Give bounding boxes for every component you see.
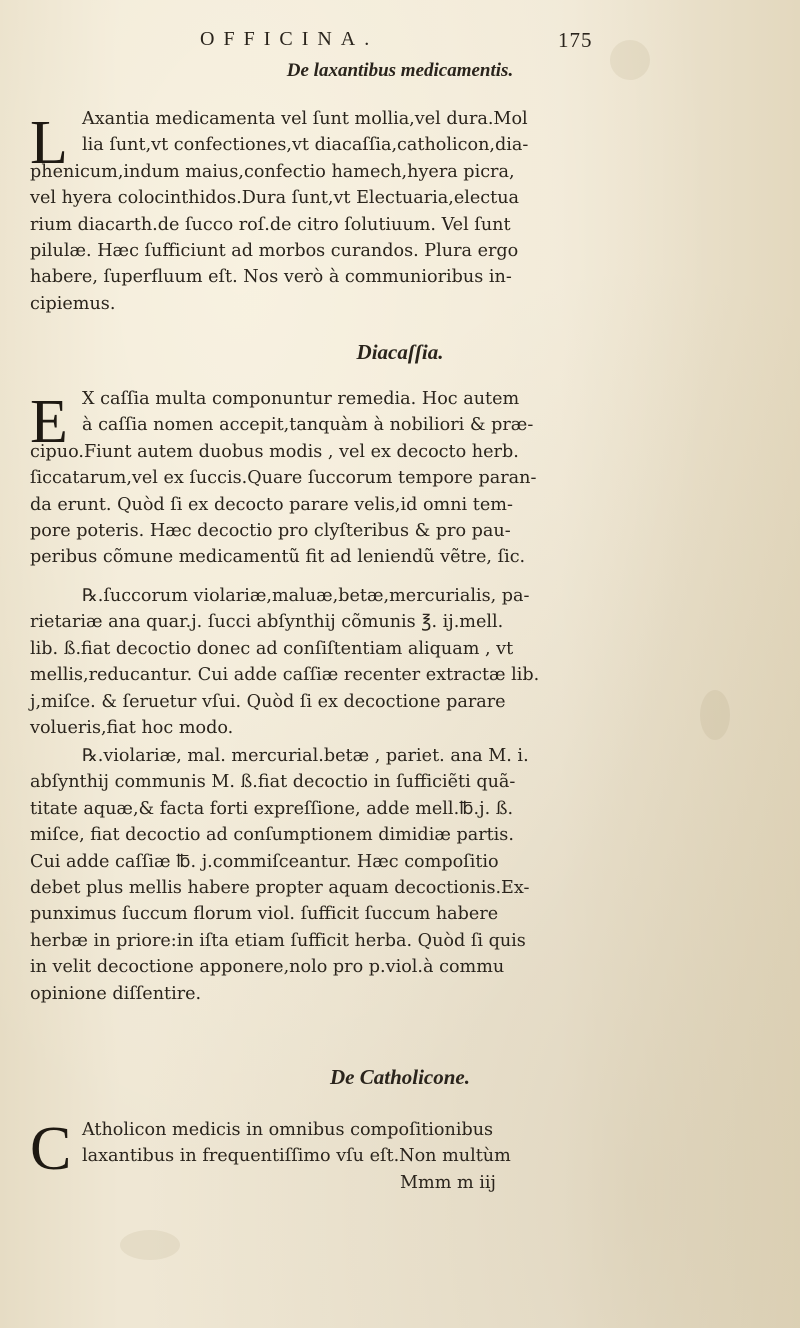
- text-line: habere, ſuperfluum eſt. Nos verò à communioribus in-: [30, 267, 512, 288]
- text-line: debet plus mellis habere propter aquam decoctionis.Ex-: [30, 877, 530, 898]
- text-line: mellis,reducantur. Cui adde caſſiæ recenter extractæ lib.: [30, 665, 540, 686]
- text-line: Cui adde caſſiæ ℔. j.commiſceantur. Hæc compoſitio: [30, 851, 499, 872]
- chapter-subtitle: De laxantibus medicamentis.: [286, 60, 514, 81]
- text-line: rietariæ ana quar.j. ſucci abſynthij cõmunis ℥. ij.mell.: [30, 612, 504, 633]
- signature-mark: Mmm m iij: [400, 1173, 496, 1193]
- paragraph-laxantia: [30, 106, 630, 317]
- text-line: lib. ß.fiat decoctio donec ad conſiſtentiam aliquam , vt: [30, 638, 514, 659]
- text-line: laxantibus in frequentiſſimo vſu eſt.Non multùm: [82, 1146, 511, 1167]
- text-line: rium diacarth.de ſucco roſ.de citro ſolutiuum. Vel ſunt: [30, 214, 511, 235]
- text-line: pilulæ. Hæc ſufficiunt ad morbos curandos. Plura ergo: [30, 240, 519, 261]
- text-line: Axantia medicamenta vel ſunt mollia,vel dura.Mol: [82, 109, 528, 129]
- text-line: volueris,fiat hoc modo.: [30, 717, 234, 738]
- text-line: punximus ſuccum florum viol. ſufficit ſuccum habere: [30, 904, 499, 925]
- text-line: ſiccatarum,vel ex ſuccis.Quare ſuccorum tempore paran-: [30, 468, 537, 489]
- text-line: vel hyera colocinthidos.Dura ſunt,vt Electuaria,electua: [30, 188, 520, 209]
- text-line: in velit decoctione apponere,nolo pro p.viol.à commu: [30, 957, 505, 978]
- section-heading-catholicon: De Catholicone.: [330, 1065, 470, 1089]
- text-line: opinione diſſentire.: [30, 983, 202, 1004]
- text-line: phenicum,indum maius,confectio hamech,hyera picra,: [30, 161, 515, 182]
- paragraph-recipe-violariae: [30, 743, 630, 1007]
- text-line: ℞.violariæ, mal. mercurial.betæ , pariet. ana M. i.: [82, 746, 529, 766]
- text-line: X caſſia multa componuntur remedia. Hoc autem: [82, 389, 520, 409]
- text-line: peribus cõmune medicamentũ fit ad leniendũ vẽtre, ſic.: [30, 547, 526, 568]
- text-line: cipuo.Fiunt autem duobus modis , vel ex decocto herb.: [30, 441, 519, 462]
- paper-stain: [700, 690, 730, 740]
- text-line: Atholicon medicis in omnibus compoſitionibus: [82, 1120, 494, 1140]
- text-line: miſce, fiat decoctio ad conſumptionem dimidiæ partis.: [30, 825, 514, 846]
- drop-cap-E: E: [30, 388, 68, 456]
- text-line: abſynthij communis M. ß.fiat decoctio in ſufficiẽti quã-: [30, 772, 516, 793]
- text-line: à caſſia nomen accepit,tanquàm à nobiliori & præ-: [82, 415, 534, 436]
- paper-stain: [120, 1230, 180, 1260]
- text-line: ℞.ſuccorum violariæ,maluæ,betæ,mercurialis, pa-: [82, 586, 530, 606]
- paragraph-recipe-succorum: [30, 583, 630, 741]
- text-line: pore poteris. Hæc decoctio pro clyſteribus & pro pau-: [30, 520, 511, 541]
- text-line: cipiemus.: [30, 293, 116, 314]
- drop-cap-L: L: [30, 109, 68, 177]
- section-heading-diacassia: Diacaſſia.: [356, 340, 444, 364]
- drop-cap-C: C: [30, 1115, 72, 1183]
- running-head: [0, 22, 800, 58]
- paragraph-ex-cassia: [30, 386, 630, 571]
- text-line: j,miſce. & ſeruetur vſui. Quòd ſi ex decoctione parare: [30, 691, 506, 712]
- text-line: titate aquæ,& facta forti expreſſione, adde mell.℔.j. ß.: [30, 798, 514, 819]
- text-line: da erunt. Quòd ſi ex decocto parare velis,id omni tem-: [30, 494, 513, 515]
- page-number: 175: [558, 28, 593, 52]
- text-line: herbæ in priore:in iſta etiam ſufficit herba. Quòd ſi quis: [30, 930, 526, 951]
- paragraph-catholicon: [30, 1117, 630, 1170]
- running-title: OFFICINA.: [200, 28, 379, 50]
- text-line: lia ſunt,vt confectiones,vt diacaſſia,catholicon,dia-: [82, 135, 529, 156]
